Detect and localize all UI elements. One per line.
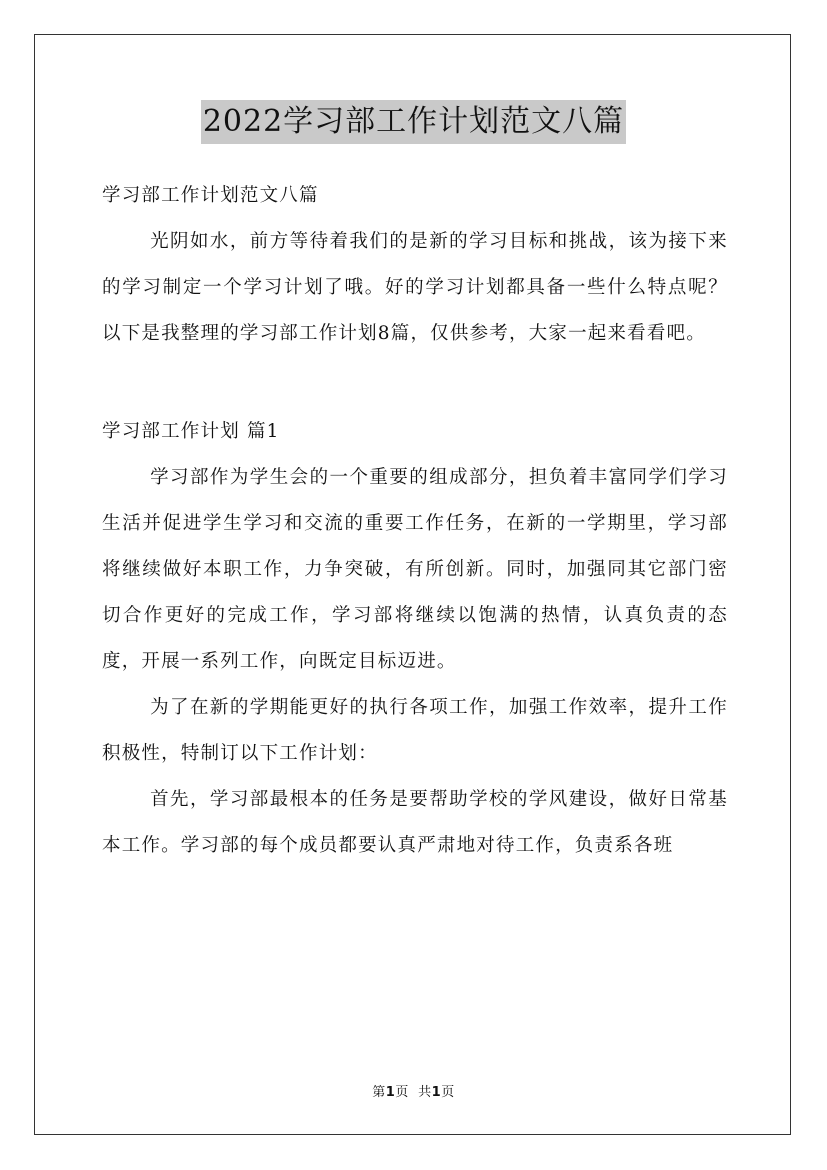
document-subtitle: 学习部工作计划范文八篇 xyxy=(102,185,319,206)
section-heading: 学习部工作计划 篇1 xyxy=(102,421,280,442)
page-number: 1 xyxy=(385,1085,396,1100)
title-container xyxy=(0,100,827,144)
section-gap xyxy=(102,357,728,409)
page-prefix: 第 xyxy=(372,1085,386,1100)
page-footer xyxy=(0,1081,827,1100)
body-paragraph: 为了在新的学期能更好的执行各项工作，加强工作效率，提升工作积极性，特制订以下工作计划： xyxy=(102,697,728,764)
total-prefix: 共 xyxy=(418,1085,432,1100)
page-suffix: 页 xyxy=(395,1085,409,1100)
document-body xyxy=(102,173,728,869)
document-title: 2022学习部工作计划范文八篇 xyxy=(201,100,626,144)
body-paragraph: 学习部作为学生会的一个重要的组成部分，担负着丰富同学们学习生活并促进学生学习和交流的重要工作任务，在新的一学期里，学习部将继续做好本职工作，力争突破，有所创新。同时，加强同其它部门密切合作更好的完成工作，学习部将继续以饱满的热情，认真负责的态度，开展一系列工作，向既定目标迈进。 xyxy=(102,467,728,672)
intro-paragraph: 光阴如水，前方等待着我们的是新的学习目标和挑战，该为接下来的学习制定一个学习计划了哦。好的学习计划都具备一些什么特点呢？以下是我整理的学习部工作计划8篇，仅供参考，大家一起来看看吧。 xyxy=(102,231,728,344)
body-paragraph: 首先，学习部最根本的任务是要帮助学校的学风建设，做好日常基本工作。学习部的每个成员都要认真严肃地对待工作，负责系各班 xyxy=(102,789,728,856)
total-pages: 1 xyxy=(431,1085,442,1100)
total-suffix: 页 xyxy=(441,1085,455,1100)
